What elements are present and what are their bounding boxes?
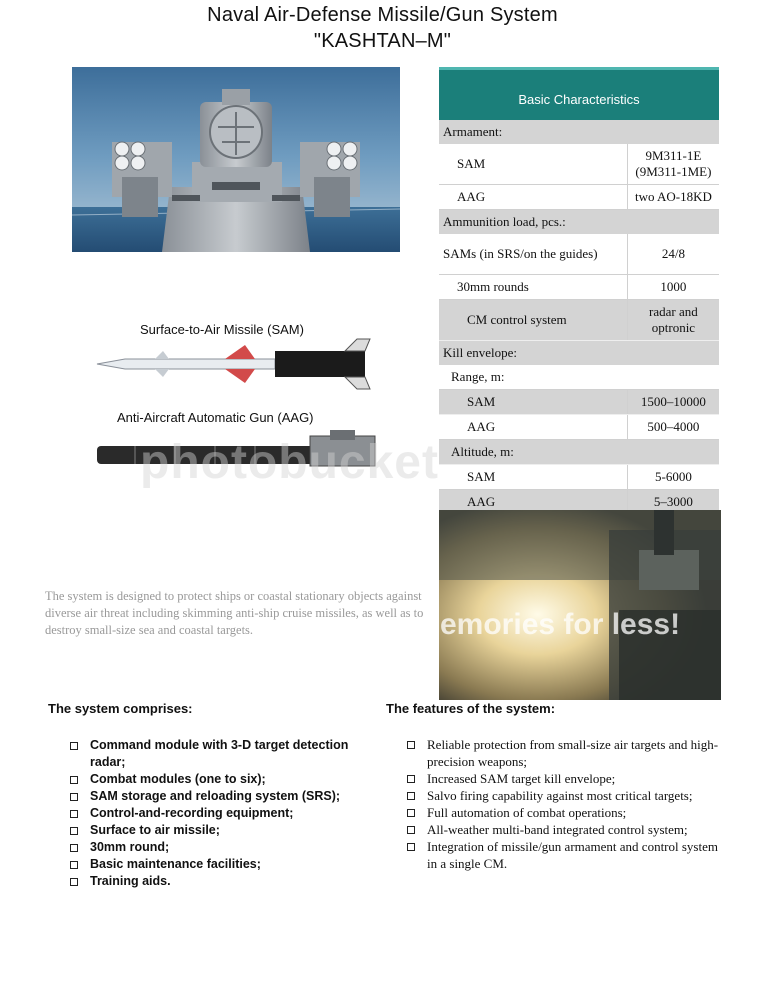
label-aag: AAG [439, 185, 627, 210]
bullet-icon [407, 775, 415, 783]
subgroup-range: Range, m: [439, 365, 719, 390]
combat-module-photo [72, 67, 400, 252]
bullet-icon [70, 810, 78, 818]
watermark-slogan: emories for less! [440, 608, 681, 641]
aag-caption: Anti-Aircraft Automatic Gun (AAG) [117, 410, 314, 425]
bullet-icon [70, 878, 78, 886]
table-header: Basic Characteristics [439, 69, 719, 121]
features-heading: The features of the system: [386, 701, 556, 716]
list-item: Control-and-recording equipment; [70, 805, 380, 822]
list-item: Integration of missile/gun armament and control system in a single CM. [407, 838, 727, 872]
subgroup-altitude: Altitude, m: [439, 440, 719, 465]
list-item: Command module with 3-D target detection radar; [70, 737, 380, 771]
group-armament: Armament: [439, 120, 719, 144]
watermark-photobucket: photobucket [140, 436, 439, 489]
value-alt-sam: 5-6000 [627, 465, 719, 490]
list-item: Salvo firing capability against most critical targets; [407, 787, 727, 804]
value-rounds: 1000 [627, 275, 719, 300]
value-range-aag: 500–4000 [627, 415, 719, 440]
bullet-icon [407, 843, 415, 851]
value-alt-aag: 5–3000 [627, 490, 719, 515]
list-item: Reliable protection from small-size air targets and high-precision weapons; [407, 736, 727, 770]
group-ammo: Ammunition load, pcs.: [439, 210, 719, 235]
sam-missile-illustration [95, 337, 380, 392]
value-range-sam: 1500–10000 [627, 390, 719, 415]
list-item: All-weather multi-band integrated control system; [407, 821, 727, 838]
bullet-icon [70, 776, 78, 784]
bullet-icon [70, 793, 78, 801]
comprises-list [70, 737, 380, 890]
label-alt-aag: AAG [439, 490, 627, 515]
label-sams: SAMs (in SRS/on the guides) [439, 234, 627, 275]
bullet-icon [407, 792, 415, 800]
list-item: Basic maintenance facilities; [70, 856, 380, 873]
value-cm: radar and optronic [627, 300, 719, 341]
value-sam: 9M311-1E (9M311-1ME) [627, 144, 719, 185]
characteristics-table [439, 67, 719, 515]
list-item: 30mm round; [70, 839, 380, 856]
value-sams: 24/8 [627, 234, 719, 275]
sam-caption: Surface-to-Air Missile (SAM) [140, 322, 304, 337]
features-list [407, 736, 727, 872]
list-item: Full automation of combat operations; [407, 804, 727, 821]
list-item: Training aids. [70, 873, 380, 890]
system-description: The system is designed to protect ships or coastal stationary objects against diverse air threat including skimming anti-ship cruise missiles, as well as to destroy small-size sea and coastal targets. [45, 589, 424, 637]
list-item: SAM storage and reloading system (SRS); [70, 788, 380, 805]
bullet-icon [407, 741, 415, 749]
label-alt-sam: SAM [439, 465, 627, 490]
aag-gun-illustration [95, 428, 380, 473]
label-rounds: 30mm rounds [439, 275, 627, 300]
label-range-sam: SAM [439, 390, 627, 415]
bullet-icon [70, 861, 78, 869]
list-item: Combat modules (one to six); [70, 771, 380, 788]
firing-photo [439, 510, 721, 700]
bullet-icon [407, 826, 415, 834]
bullet-icon [70, 742, 78, 750]
value-aag: two AO-18KD [627, 185, 719, 210]
label-cm: CM control system [439, 300, 627, 341]
title-line-2: "KASHTAN–M" [313, 30, 452, 52]
label-range-aag: AAG [439, 415, 627, 440]
comprises-heading: The system comprises: [48, 701, 193, 716]
page-title [0, 2, 765, 54]
group-kill: Kill envelope: [439, 341, 719, 366]
label-sam: SAM [439, 144, 627, 185]
list-item: Increased SAM target kill envelope; [407, 770, 727, 787]
title-line-1: Naval Air-Defense Missile/Gun System [207, 4, 558, 26]
bullet-icon [70, 827, 78, 835]
list-item: Surface to air missile; [70, 822, 380, 839]
bullet-icon [407, 809, 415, 817]
bullet-icon [70, 844, 78, 852]
